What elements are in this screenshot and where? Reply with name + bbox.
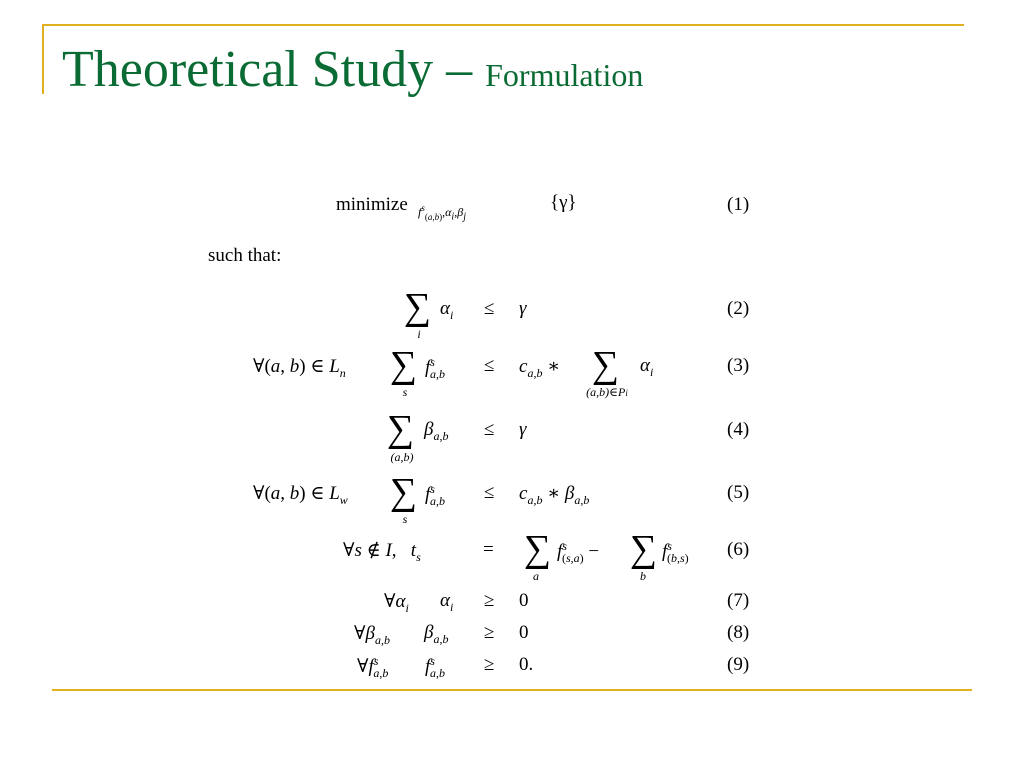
constraint-9-relation: ≥ (484, 654, 495, 675)
sum-symbol: ∑ (390, 344, 418, 386)
constraint-5-relation: ≤ (484, 482, 495, 503)
objective-variables: $f^s_{(a,b)},\alpha_i,\beta_j$ (418, 203, 466, 223)
slide-title-sub: Formulation (485, 57, 644, 93)
slide-title-main: Theoretical Study – (62, 41, 486, 98)
equation-number-1: (1) (727, 194, 750, 215)
constraint-7-quantifier: $\forall\alpha_i$ (384, 591, 409, 615)
sum-symbol: ∑ (390, 471, 418, 513)
footer-accent-line (52, 689, 972, 691)
constraint-7-rhs: 0 (519, 590, 529, 611)
equation-number-5: (5) (727, 482, 750, 503)
constraint-6-outflow: $f^s_{(b,s)}$ (662, 539, 689, 565)
sum-symbol: ∑ (524, 528, 552, 570)
constraint-3-lhs: $f^s_{a,b}$ (425, 355, 445, 381)
constraint-9-rhs: 0. (519, 654, 534, 675)
constraint-5-quantifier: ∀(a, b) ∈ $L_w$ (253, 483, 348, 507)
sum-symbol: ∑ (592, 344, 620, 386)
constraint-6-inflow: $f^s_{(s,a)}$ − (557, 539, 600, 565)
sum-limit: s (402, 512, 408, 526)
such-that-label: such that: (208, 245, 282, 266)
constraint-3-rhs-coefficient: $c_{a,b}$ ∗ (519, 356, 561, 380)
sum-limit: a (533, 569, 539, 583)
constraint-7-lhs: $\alpha_i$ (440, 590, 454, 614)
constraint-5-rhs: $c_{a,b}$ ∗ $\beta_{a,b}$ (519, 483, 590, 507)
title-accent-horizontal-line (42, 24, 964, 26)
constraint-8-rhs: 0 (519, 622, 529, 643)
sum-symbol: ∑ (404, 286, 432, 328)
constraint-2-rhs: γ (519, 298, 527, 319)
constraint-3-quantifier: ∀(a, b) ∈ $L_n$ (253, 356, 346, 380)
constraint-4-lhs: $\beta_{a,b}$ (424, 419, 449, 443)
constraint-4-rhs: γ (519, 419, 527, 440)
constraint-7-relation: ≥ (484, 590, 495, 611)
constraint-5-lhs: $f^s_{a,b}$ (425, 482, 445, 508)
equation-number-6: (6) (727, 539, 750, 560)
constraint-2-lhs: $\alpha_i$ (440, 298, 454, 322)
objective-value: {γ} (550, 192, 577, 213)
constraint-9-lhs: $f^s_{a,b}$ (425, 654, 445, 680)
constraint-2-relation: ≤ (484, 298, 495, 319)
constraint-9-quantifier: $\forall f^s_{a,b}$ (357, 654, 389, 680)
constraint-3-rhs-alpha: $\alpha_i$ (640, 355, 654, 379)
constraint-8-relation: ≥ (484, 622, 495, 643)
objective-keyword: minimize (336, 194, 408, 215)
constraint-3-relation: ≤ (484, 355, 495, 376)
equation-number-8: (8) (727, 622, 750, 643)
title-accent-vertical-line (42, 24, 44, 94)
sum-limit: i (417, 327, 421, 341)
sum-limit: b (640, 569, 646, 583)
sum-symbol: ∑ (630, 528, 658, 570)
sum-limit: (a,b)∈Pi (586, 385, 628, 399)
equation-number-2: (2) (727, 298, 750, 319)
constraint-4-relation: ≤ (484, 419, 495, 440)
constraint-6-quantifier: ∀s ∉ I, $t_s$ (343, 540, 421, 564)
sum-limit: s (402, 385, 408, 399)
equation-number-9: (9) (727, 654, 750, 675)
constraint-8-quantifier: $\forall\beta_{a,b}$ (354, 623, 390, 647)
sum-symbol: ∑ (387, 408, 415, 450)
constraint-6-relation: = (483, 539, 494, 560)
sum-limit: (a,b) (390, 450, 414, 464)
constraint-8-lhs: $\beta_{a,b}$ (424, 622, 449, 646)
slide-title (62, 40, 643, 99)
equation-number-7: (7) (727, 590, 750, 611)
equation-number-3: (3) (727, 355, 750, 376)
equation-number-4: (4) (727, 419, 750, 440)
